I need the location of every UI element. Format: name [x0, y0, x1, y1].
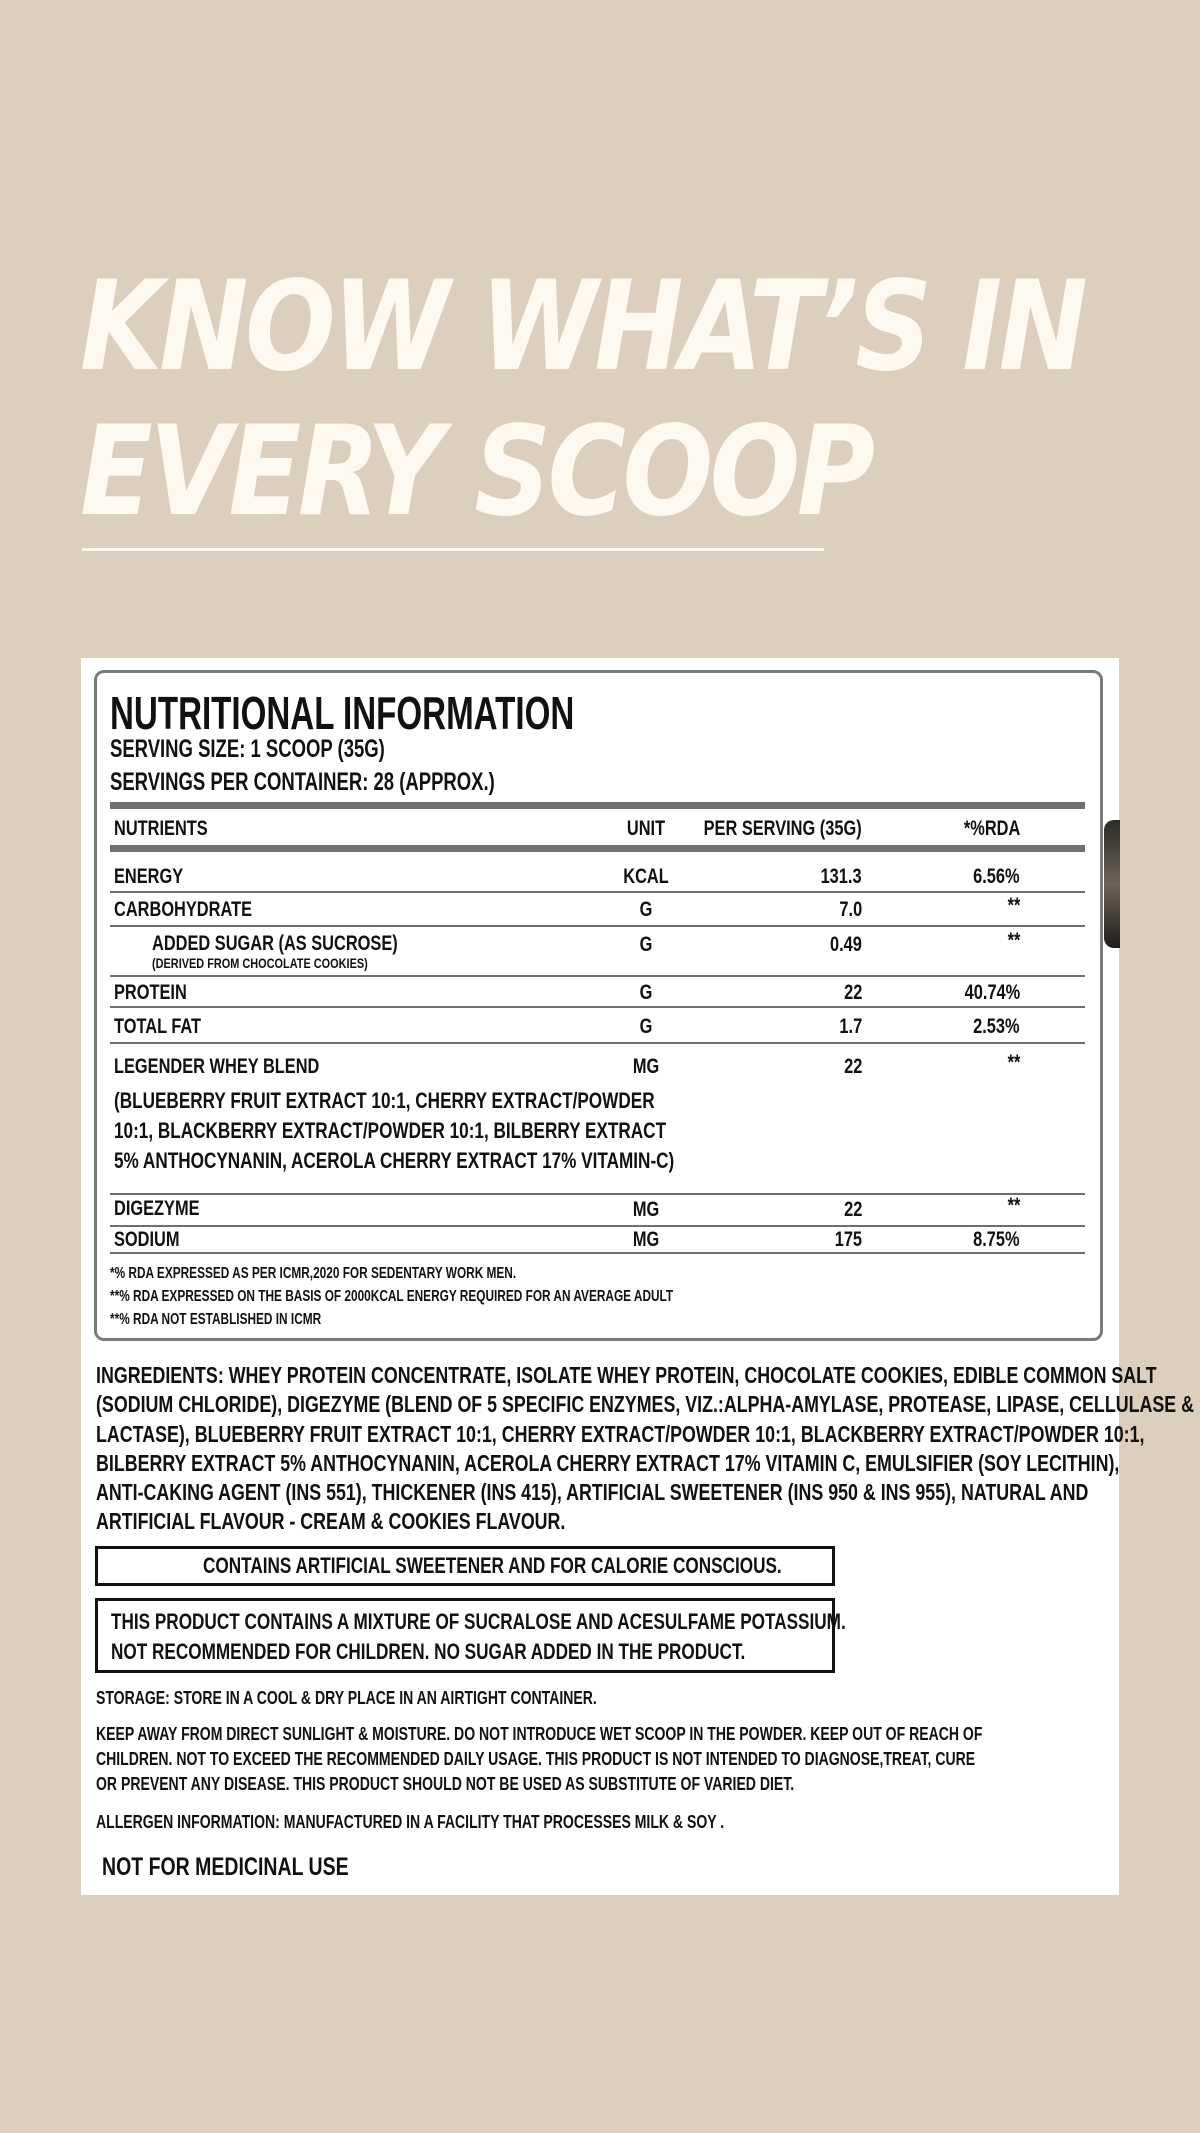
headline-line-2: EVERY SCOOP — [80, 400, 872, 544]
row-digezyme-per: 22 — [843, 1198, 862, 1221]
row-divider — [110, 975, 1085, 977]
row-sugar-per: 0.49 — [830, 933, 862, 956]
footnote: **% RDA EXPRESSED ON THE BASIS OF 2000KCAL ENERGY REQUIRED FOR AN AVERAGE ADULT — [110, 1288, 674, 1305]
row-sugar-name: ADDED SUGAR (AS SUCROSE) — [152, 932, 398, 955]
row-divider — [110, 1225, 1085, 1227]
ingredients-line: ANTI-CAKING AGENT (INS 551), THICKENER (INS 415), ARTIFICIAL SWEETENER (INS 950 & INS 955), NATURAL AND — [96, 1479, 1089, 1506]
storage-info: STORAGE: STORE IN A COOL & DRY PLACE IN AN AIRTIGHT CONTAINER. — [96, 1688, 597, 1708]
blend-line: (BLUEBERRY FRUIT EXTRACT 10:1, CHERRY EXTRACT/POWDER — [114, 1088, 655, 1113]
row-sodium-per: 175 — [834, 1228, 862, 1251]
warning-line: OR PREVENT ANY DISEASE. THIS PRODUCT SHOULD NOT BE USED AS SUBSTITUTE OF VARIED DIET. — [96, 1774, 795, 1794]
warning-line: KEEP AWAY FROM DIRECT SUNLIGHT & MOISTURE. DO NOT INTRODUCE WET SCOOP IN THE POWDER. KEEP OUT OF REACH OF — [96, 1724, 983, 1744]
ingredients-line: ARTIFICIAL FLAVOUR - CREAM & COOKIES FLAVOUR. — [96, 1508, 566, 1535]
row-sugar-sub: (DERIVED FROM CHOCOLATE COOKIES) — [152, 955, 368, 971]
row-fat-per: 1.7 — [839, 1015, 862, 1038]
row-protein-name: PROTEIN — [114, 981, 187, 1004]
nutrition-title: NUTRITIONAL INFORMATION — [110, 687, 575, 739]
headline — [80, 255, 1084, 545]
product-notice — [111, 1607, 846, 1667]
table-header-rule — [110, 845, 1085, 852]
warning-text — [96, 1722, 982, 1797]
row-energy-per: 131.3 — [821, 865, 862, 888]
ingredients — [96, 1361, 1194, 1537]
row-energy-name: ENERGY — [114, 865, 184, 888]
row-digezyme-name: DIGEZYME — [114, 1197, 200, 1220]
product-notice-line: THIS PRODUCT CONTAINS A MIXTURE OF SUCRALOSE AND ACESULFAME POTASSIUM. — [111, 1609, 846, 1634]
row-fat-rda: 2.53% — [973, 1015, 1020, 1038]
headline-line-1: KNOW WHAT’S IN — [80, 255, 1085, 399]
serving-size: SERVING SIZE: 1 SCOOP (35G) — [110, 735, 385, 763]
ingredients-line: BILBERRY EXTRACT 5% ANTHOCYNANIN, ACEROLA CHERRY EXTRACT 17% VITAMIN C, EMULSIFIER (SOY LECITHIN), — [96, 1449, 1120, 1476]
blend-line: 5% ANTHOCYNANIN, ACEROLA CHERRY EXTRACT 17% VITAMIN-C) — [114, 1148, 675, 1173]
col-per-serving: PER SERVING (35G) — [703, 817, 862, 840]
row-blend-name: LEGENDER WHEY BLEND — [114, 1055, 320, 1078]
row-energy-rda: 6.56% — [973, 865, 1020, 888]
row-carb-name: CARBOHYDRATE — [114, 898, 253, 921]
row-divider — [110, 1193, 1085, 1195]
row-divider — [110, 1042, 1085, 1044]
product-notice-line: NOT RECOMMENDED FOR CHILDREN. NO SUGAR ADDED IN THE PRODUCT. — [111, 1639, 746, 1664]
col-nutrients: NUTRIENTS — [114, 817, 208, 840]
row-sugar-rda: ** — [1007, 929, 1020, 952]
allergen-info: ALLERGEN INFORMATION: MANUFACTURED IN A FACILITY THAT PROCESSES MILK & SOY . — [96, 1812, 725, 1832]
blend-composition — [114, 1086, 674, 1176]
row-blend-rda: ** — [1007, 1051, 1020, 1074]
footnote: *% RDA EXPRESSED AS PER ICMR,2020 FOR SEDENTARY WORK MEN. — [110, 1265, 517, 1282]
row-protein-per: 22 — [843, 981, 862, 1004]
product-image-edge — [1104, 820, 1120, 948]
row-divider — [110, 891, 1085, 893]
row-protein-rda: 40.74% — [964, 981, 1020, 1004]
blend-line: 10:1, BLACKBERRY EXTRACT/POWDER 10:1, BILBERRY EXTRACT — [114, 1118, 667, 1143]
row-sodium-rda: 8.75% — [973, 1228, 1020, 1251]
ingredients-line: (SODIUM CHLORIDE), DIGEZYME (BLEND OF 5 SPECIFIC ENZYMES, VIZ.:ALPHA-AMYLASE, PROTEASE, LIPASE, CELLULASE & — [96, 1391, 1194, 1418]
row-digezyme-rda: ** — [1007, 1194, 1020, 1217]
col-rda: *%RDA — [963, 817, 1020, 840]
footnote: **% RDA NOT ESTABLISHED IN ICMR — [110, 1311, 322, 1328]
ingredients-line: LACTASE), BLUEBERRY FRUIT EXTRACT 10:1, CHERRY EXTRACT/POWDER 10:1, BLACKBERRY EXTRACT/POWDER 10:1, — [96, 1420, 1145, 1447]
row-blend-per: 22 — [843, 1055, 862, 1078]
headline-underline — [82, 548, 824, 551]
warning-line: CHILDREN. NOT TO EXCEED THE RECOMMENDED DAILY USAGE. THIS PRODUCT IS NOT INTENDED TO DIAGNOSE,TREAT, CURE — [96, 1749, 976, 1769]
not-for-medicinal-use: NOT FOR MEDICINAL USE — [102, 1853, 349, 1881]
row-sodium-name: SODIUM — [114, 1228, 180, 1251]
row-fat-name: TOTAL FAT — [114, 1015, 202, 1038]
row-divider — [110, 1252, 1085, 1254]
row-divider — [110, 925, 1085, 927]
table-top-rule — [110, 802, 1085, 809]
ingredients-line: INGREDIENTS: WHEY PROTEIN CONCENTRATE, ISOLATE WHEY PROTEIN, CHOCOLATE COOKIES, EDIBLE COMMON SALT — [96, 1362, 1157, 1388]
row-carb-per: 7.0 — [839, 898, 862, 921]
servings-per-container: SERVINGS PER CONTAINER: 28 (APPROX.) — [110, 768, 495, 796]
row-carb-rda: ** — [1007, 894, 1020, 917]
row-divider — [110, 1006, 1085, 1008]
sweetener-notice: CONTAINS ARTIFICIAL SWEETENER AND FOR CALORIE CONSCIOUS. — [203, 1553, 782, 1578]
